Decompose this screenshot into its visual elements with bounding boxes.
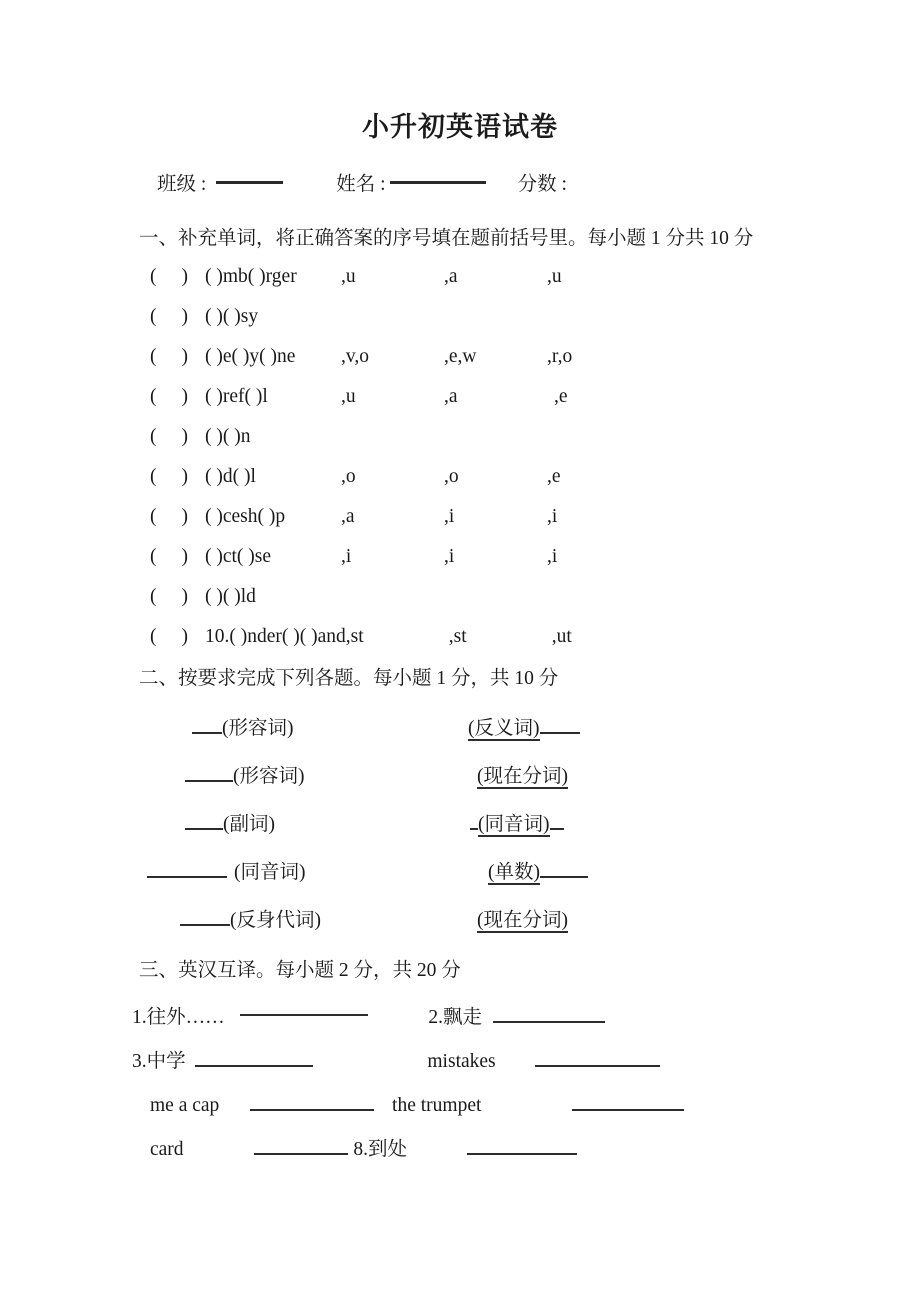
option-choice: ,r,o [547,346,573,367]
answer-blank [180,922,230,926]
option-choice: ,i [444,506,455,527]
answer-blank [540,730,580,734]
translation-blank [195,1063,313,1067]
answer-blank [192,730,222,734]
option-choice: ,u [547,266,562,287]
option-choice: ,a [444,266,458,287]
word-completion-row [0,417,920,457]
translation-label: 3.中学 [132,1051,186,1072]
option-choice: ,i [341,546,352,567]
translation-label: the trumpet [392,1095,482,1116]
translation-label: 2.飘走 [428,1007,483,1028]
form-label: (副词) [223,814,275,835]
answer-blank [540,874,588,878]
word-form-row [0,801,920,849]
answer-bracket: ( ) [150,586,188,607]
translation-label: 1.往外…… [132,1007,225,1028]
option-choice: ,i [547,546,558,567]
option-choice: ,o [444,466,459,487]
option-choice: ,v,o [341,346,369,367]
student-info-row [0,169,920,195]
word-completion-row [0,257,920,297]
score-label: 分数 : [517,174,567,195]
answer-bracket: ( ) [150,306,188,327]
word-with-blanks: ( )( )sy [205,306,259,327]
option-choice: ,e [547,466,561,487]
section2-list [0,705,920,945]
option-choice: ,a [444,386,458,407]
translation-row [0,1040,920,1084]
option-choice: ,i [444,546,455,567]
class-blank-line [216,181,283,184]
answer-bracket: ( ) [150,626,188,647]
word-with-blanks: ( )ref( )l [205,386,268,407]
word-with-blanks: ( )( )ld [205,586,256,607]
form-label: (反义词) [468,718,540,739]
translation-blank [572,1107,684,1111]
option-choice: ,o [341,466,356,487]
word-with-blanks: ( )ct( )se [205,546,272,567]
translation-label: 8.到处 [353,1139,407,1160]
name-label: 姓名 : [336,174,386,195]
word-with-blanks: ( )cesh( )p [205,506,286,527]
option-choice: ,ut [551,626,572,647]
form-label: (现在分词) [477,766,568,787]
word-completion-row [0,377,920,417]
section1-list [0,257,920,657]
word-form-row [0,849,920,897]
answer-blank [185,778,233,782]
option-choice: ,e,w [444,346,477,367]
answer-blank [470,826,478,830]
section1-heading: 一、补充单词，将正确答案的序号填在题前括号里。每小题 1 分共 10 分 [139,228,754,249]
word-completion-row [0,457,920,497]
section3-list [0,996,920,1172]
section3-heading: 三、英汉互译。每小题 2 分，共 20 分 [139,960,461,981]
word-with-blanks: ( )mb( )rger [205,266,297,287]
word-completion-row [0,537,920,577]
word-completion-row [0,297,920,337]
translation-blank [467,1151,577,1155]
answer-bracket: ( ) [150,386,188,407]
class-label: 班级 : [157,174,207,195]
word-with-blanks: ( )( )n [205,426,251,447]
answer-bracket: ( ) [150,266,188,287]
translation-row [0,996,920,1040]
name-blank-line [390,181,486,184]
form-label: (同音词) [234,862,306,883]
form-label: (同音词) [478,814,550,835]
translation-blank [240,1012,368,1016]
word-form-row [0,705,920,753]
answer-blank [185,826,223,830]
page-title: 小升初英语试卷 [362,112,558,143]
option-choice: ,i [547,506,558,527]
option-choice: ,st [448,626,467,647]
word-form-row [0,897,920,945]
answer-bracket: ( ) [150,466,188,487]
answer-bracket: ( ) [150,506,188,527]
answer-bracket: ( ) [150,346,188,367]
form-label: (反身代词) [230,910,321,931]
word-with-blanks: ( )e( )y( )ne [205,346,296,367]
answer-bracket: ( ) [150,546,188,567]
translation-row [0,1128,920,1172]
form-label: (现在分词) [477,910,568,931]
word-with-blanks: ( )d( )l [205,466,256,487]
option-choice: ,u [341,386,356,407]
translation-label: mistakes [427,1051,496,1072]
translation-blank [535,1063,660,1067]
word-completion-row [0,337,920,377]
option-choice: ,u [341,266,356,287]
translation-label: me a cap [150,1095,220,1116]
word-completion-row [0,497,920,537]
translation-blank [254,1151,348,1155]
word-completion-row [0,577,920,617]
translation-row [0,1084,920,1128]
answer-blank [147,874,227,878]
word-completion-row [0,617,920,657]
word-with-blanks: 10.( )nder( )( )and [205,626,346,647]
answer-bracket: ( ) [150,426,188,447]
option-choice: ,a [341,506,355,527]
form-label: (单数) [488,862,540,883]
translation-blank [493,1019,605,1023]
answer-blank [550,826,564,830]
word-form-row [0,753,920,801]
translation-label: card [150,1139,184,1160]
form-label: (形容词) [233,766,305,787]
form-label: (形容词) [222,718,294,739]
option-choice: ,e [554,386,568,407]
section2-heading: 二、按要求完成下列各题。每小题 1 分，共 10 分 [139,668,559,689]
option-choice: ,st [345,626,364,647]
translation-blank [250,1107,374,1111]
